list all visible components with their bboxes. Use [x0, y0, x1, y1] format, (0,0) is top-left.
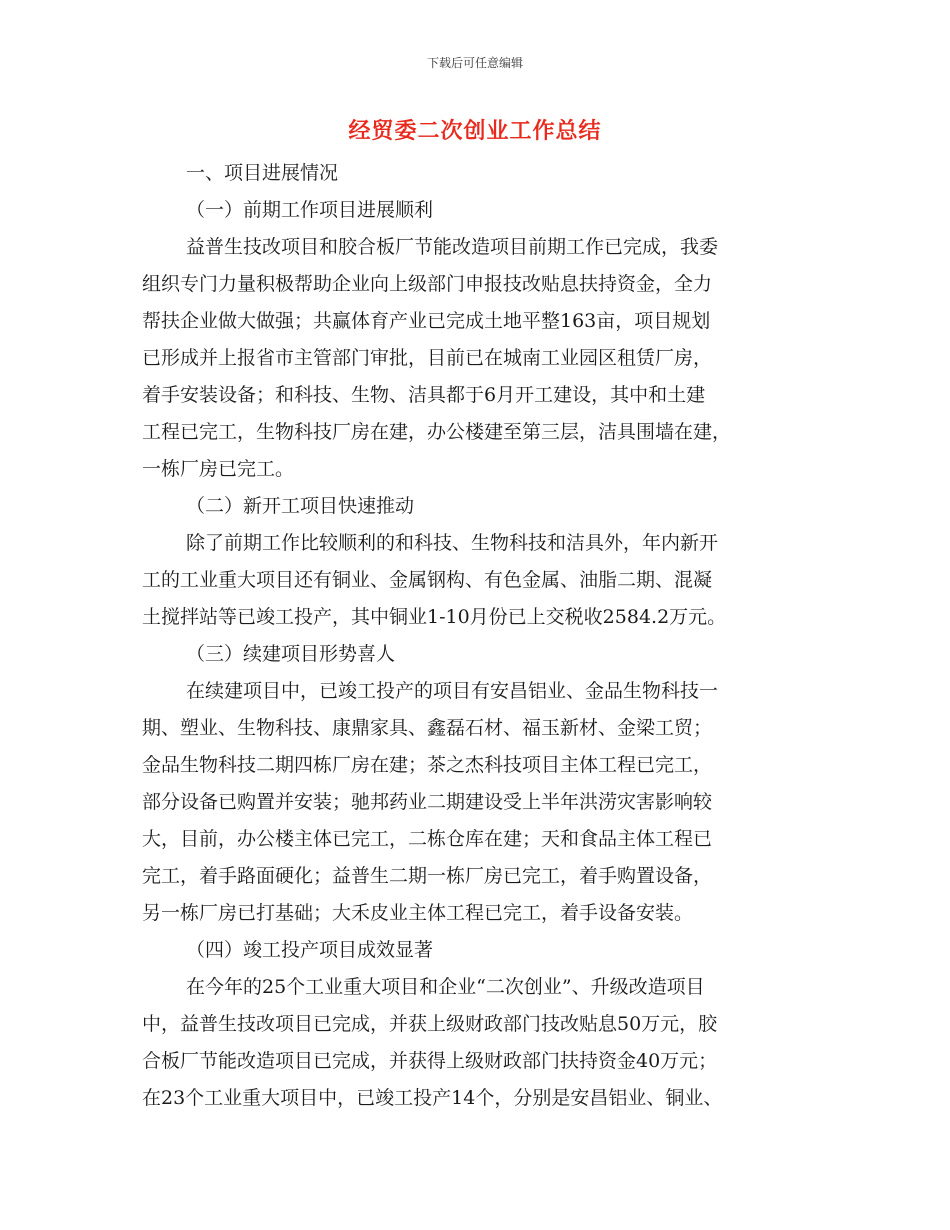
text-line: 组织专门力量积极帮助企业向上级部门申报技改贴息扶持资金，全力 — [142, 273, 713, 295]
text-line: 金品生物科技二期四栋厂房在建；茶之杰科技项目主体工程已完工， — [142, 754, 713, 776]
text-line: 在23个工业重大项目中，已竣工投产14个，分别是安昌铝业、铜业、 — [142, 1087, 723, 1109]
text-line: 工的工业重大项目还有铜业、金属钢构、有色金属、油脂二期、混凝 — [142, 569, 713, 591]
document-body — [142, 155, 808, 1117]
text-line: 除了前期工作比较顺利的和科技、生物科技和洁具外，年内新开 — [186, 532, 719, 554]
text-line: 土搅拌站等已竣工投产，其中铜业1-10月份已上交税收2584.2万元。 — [142, 606, 727, 628]
text-line: 另一栋厂房已打基础；大禾皮业主体工程已完工，着手设备安装。 — [142, 902, 694, 924]
text-line: （二）新开工项目快速推动 — [186, 495, 415, 517]
text-line: 益普生技改项目和胶合板厂节能改造项目前期工作已完成，我委 — [186, 236, 719, 258]
text-line: 一、项目进展情况 — [186, 162, 339, 184]
text-line: 在今年的25个工业重大项目和企业“二次创业”、升级改造项目 — [186, 976, 705, 998]
text-line: 已形成并上报省市主管部门审批，目前已在城南工业园区租赁厂房， — [142, 347, 713, 369]
text-line: 期、塑业、生物科技、康鼎家具、鑫磊石材、福玉新材、金梁工贸； — [142, 717, 713, 739]
text-line: 中，益普生技改项目已完成，并获上级财政部门技改贴息50万元，胶 — [142, 1013, 718, 1035]
text-line: 一栋厂房已完工。 — [142, 458, 295, 480]
text-line: 在续建项目中，已竣工投产的项目有安昌铝业、金品生物科技一 — [186, 680, 719, 702]
text-line: 部分设备已购置并安装；驰邦药业二期建设受上半年洪涝灾害影响较 — [142, 791, 713, 813]
text-line: 大，目前，办公楼主体已完工，二栋仓库在建；天和食品主体工程已 — [142, 828, 713, 850]
text-line: 完工，着手路面硬化；益普生二期一栋厂房已完工，着手购置设备， — [142, 865, 713, 887]
document-title: 经贸委二次创业工作总结 — [348, 119, 602, 144]
text-line: 合板厂节能改造项目已完成，并获得上级财政部门扶持资金40万元； — [142, 1050, 718, 1072]
text-line: （三）续建项目形势喜人 — [186, 643, 396, 665]
text-line: （一）前期工作项目进展顺利 — [186, 199, 434, 221]
text-line: 工程已完工，生物科技厂房在建，办公楼建至第三层，洁具围墙在建， — [142, 421, 732, 443]
text-line: 着手安装设备；和科技、生物、洁具都于6月开工建设，其中和土建 — [142, 384, 706, 406]
text-line: 帮扶企业做大做强；共赢体育产业已完成土地平整163亩，项目规划 — [142, 310, 711, 332]
text-line: （四）竣工投产项目成效显著 — [186, 939, 434, 961]
page-header: 下载后可任意编辑 — [426, 56, 523, 70]
